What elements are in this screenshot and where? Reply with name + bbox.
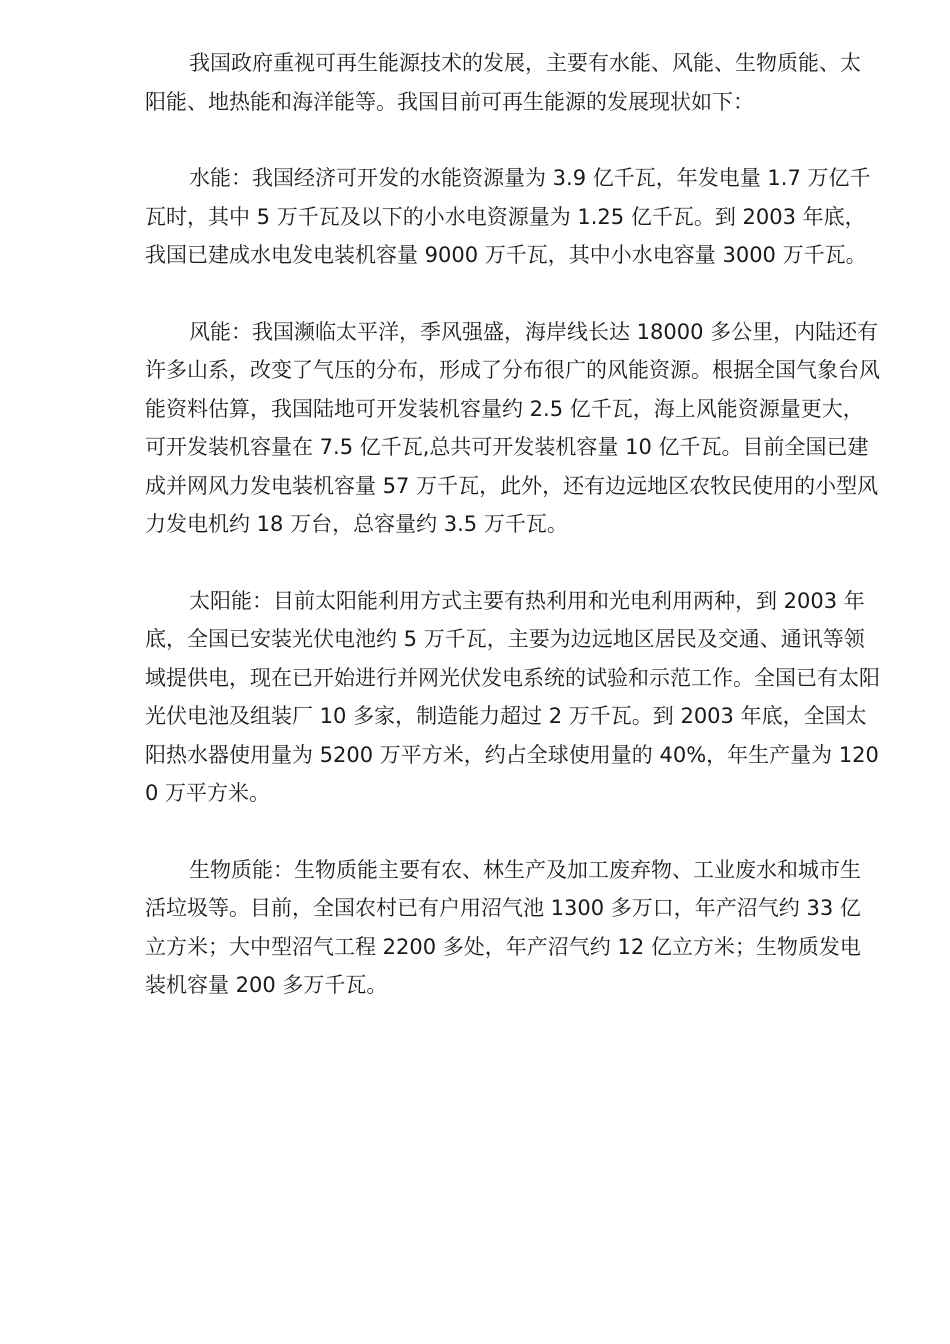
document-body bbox=[145, 44, 880, 1043]
intro-paragraph: 我国政府重视可再生能源技术的发展，主要有水能、风能、生物质能、太阳能、地热能和海洋能等。我国目前可再生能源的发展现状如下： bbox=[145, 51, 861, 114]
wind-energy-paragraph: 风能：我国濒临太平洋，季风强盛，海岸线长达 18000 多公里，内陆还有许多山系，改变了气压的分布，形成了分布很广的风能资源。根据全国气象台风能资料估算，我国陆地可开发装机容量约 2.5 亿千瓦，海上风能资源量更大，可开发装机容量在 7.5 亿千瓦,总共可开发装机容量 10 亿千瓦。目前全国已建成并网风力发电装机容量 57 万千瓦，此外，还有边远地区农牧民使用的小型风力发电机约 18 万台，总容量约 3.5 万千瓦。 bbox=[145, 319, 880, 536]
hydropower-paragraph: 水能：我国经济可开发的水能资源量为 3.9 亿千瓦，年发电量 1.7 万亿千瓦时，其中 5 万千瓦及以下的小水电资源量为 1.25 亿千瓦。到 2003 年底，我国已建成水电发电装机容量 9000 万千瓦，其中小水电容量 3000 万千瓦。 bbox=[145, 166, 871, 267]
biomass-energy-paragraph: 生物质能：生物质能主要有农、林生产及加工废弃物、工业废水和城市生活垃圾等。目前，全国农村已有户用沼气池 1300 多万口，年产沼气约 33 亿立方米；大中型沼气工程 2200 多处，年产沼气约 12 亿立方米；生物质发电装机容量 200 多万千瓦。 bbox=[145, 857, 861, 997]
solar-energy-paragraph: 太阳能：目前太阳能利用方式主要有热利用和光电利用两种，到 2003 年底，全国已安装光伏电池约 5 万千瓦，主要为边远地区居民及交通、通讯等领域提供电，现在已开始进行并网光伏发电系统的试验和示范工作。全国已有太阳光伏电池及组装厂 10 多家，制造能力超过 2 万千瓦。到 2003 年底，全国太阳热水器使用量为 5200 万平方米，约占全球使用量的 40%，年生产量为 1200 万平方米。 bbox=[145, 588, 880, 805]
